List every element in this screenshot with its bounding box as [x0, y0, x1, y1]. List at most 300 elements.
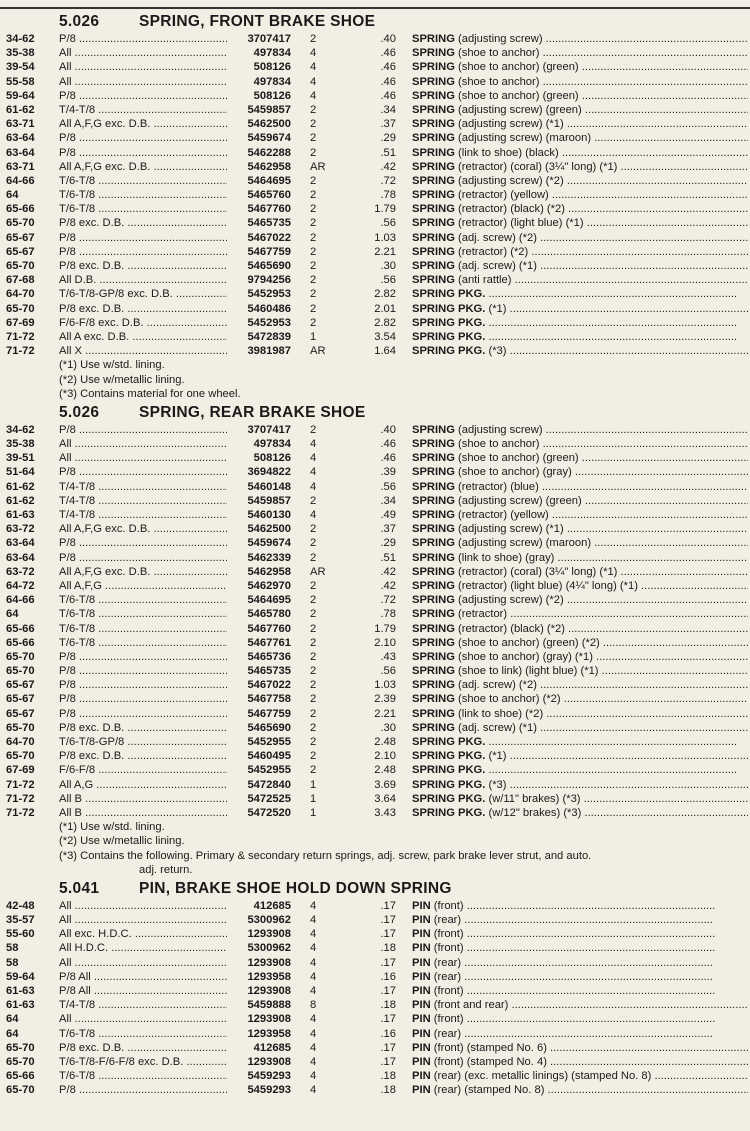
part-name: PIN	[412, 1041, 431, 1054]
part-number: 1293908	[247, 956, 291, 969]
section-title	[0, 11, 750, 32]
part-detail: (front) (stamped No. 4) .....	[434, 1056, 748, 1068]
application: T/4-T/8 .....	[59, 508, 227, 522]
part-detail: (retractor) (*2) .....	[458, 246, 748, 258]
year-range: 63-71	[6, 160, 35, 173]
part-number: 3707417	[247, 423, 291, 436]
quantity: 4	[310, 928, 317, 941]
table-row	[0, 1069, 750, 1083]
part-name: SPRING	[412, 118, 455, 131]
part-detail: (link to shoe) (black) .....	[458, 147, 748, 159]
application: T/6-T/8 .....	[59, 593, 227, 607]
application: All A,G .....	[59, 778, 227, 792]
price: .72	[380, 594, 396, 607]
part-detail: (shoe to anchor) .....	[458, 76, 748, 88]
quantity: 4	[310, 914, 317, 927]
quantity: 4	[310, 61, 317, 74]
part-name: SPRING	[412, 47, 455, 60]
year-range: 65-70	[6, 217, 35, 230]
table-row	[0, 174, 750, 188]
year-range: 71-72	[6, 778, 35, 791]
price: 2.82	[374, 288, 396, 301]
description	[412, 551, 748, 565]
part-name: SPRING PKG.	[412, 345, 486, 358]
part-detail: (adjusting screw) (*2) .....	[458, 594, 748, 606]
part-detail: (retractor) (black) (*2) .....	[458, 203, 748, 215]
part-detail	[488, 736, 737, 748]
description	[412, 131, 748, 145]
part-number: 5464695	[247, 174, 291, 187]
price: .17	[380, 928, 396, 941]
year-range: 63-64	[6, 132, 35, 145]
part-name: SPRING	[412, 707, 455, 720]
part-name: SPRING PKG.	[412, 806, 486, 819]
table-row	[0, 778, 750, 792]
description	[412, 103, 748, 117]
part-detail: (w/12" brakes) (*3) .....	[488, 807, 748, 819]
table-row	[0, 579, 750, 593]
part-detail	[488, 764, 737, 776]
year-range: 63-64	[6, 551, 35, 564]
part-name: SPRING	[412, 132, 455, 145]
year-range: 65-67	[6, 231, 35, 244]
part-detail: (front and rear) .....	[434, 999, 748, 1011]
part-detail: (rear) .....	[434, 1028, 713, 1040]
part-detail	[488, 317, 737, 329]
application: P/8 exc. D.B. .....	[59, 259, 227, 273]
year-range: 71-72	[6, 806, 35, 819]
description	[412, 636, 748, 650]
application: P/8 .....	[59, 146, 227, 160]
part-number: 5300962	[247, 914, 291, 927]
part-detail	[488, 288, 737, 300]
description	[412, 344, 748, 358]
part-detail: (adj. screw) (*2) .....	[458, 679, 748, 691]
part-name: SPRING	[412, 438, 455, 451]
table-row	[0, 664, 750, 678]
description	[412, 494, 748, 508]
price: .17	[380, 914, 396, 927]
description	[412, 664, 748, 678]
price: .34	[380, 103, 396, 116]
quantity: 2	[310, 217, 317, 230]
table-row	[0, 330, 750, 344]
price: .17	[380, 1055, 396, 1068]
description	[412, 1041, 748, 1055]
part-number: 5465760	[247, 189, 291, 202]
description	[412, 146, 748, 160]
year-range: 55-58	[6, 75, 35, 88]
catalog-section	[0, 11, 750, 401]
part-number: 5460130	[247, 509, 291, 521]
price: 2.21	[374, 707, 396, 720]
application: T/6-T/8-GP/8 .....	[59, 735, 227, 749]
year-range: 63-72	[6, 565, 35, 578]
part-name: SPRING	[412, 245, 455, 258]
part-name: SPRING PKG.	[412, 288, 486, 301]
quantity: 2	[310, 736, 317, 748]
table-row	[0, 984, 750, 998]
quantity: 2	[310, 302, 317, 315]
price: .46	[380, 47, 396, 60]
price: .29	[380, 132, 396, 145]
application: All .....	[59, 956, 227, 970]
quantity: 4	[310, 509, 317, 521]
part-number: 5465736	[247, 650, 291, 663]
table-row	[0, 316, 750, 330]
footnote: (*3) Contains material for one wheel.	[59, 387, 241, 400]
description	[412, 259, 748, 273]
price: .56	[380, 480, 396, 493]
quantity: 2	[310, 288, 317, 301]
quantity: 4	[310, 956, 317, 969]
application: P/8 .....	[59, 664, 227, 678]
description	[412, 46, 748, 60]
application: P/8 exc. D.B. .....	[59, 1041, 227, 1055]
price: 2.82	[374, 316, 396, 329]
part-detail: (shoe to anchor) (*2) .....	[458, 693, 748, 705]
year-range: 65-70	[6, 1055, 35, 1068]
part-number: 508126	[253, 61, 291, 74]
part-number: 5467759	[247, 707, 291, 720]
description	[412, 117, 748, 131]
year-range: 64	[6, 189, 19, 202]
table-row	[0, 287, 750, 301]
quantity: 4	[310, 970, 317, 983]
table-row	[0, 231, 750, 245]
application: All A,F,G .....	[59, 579, 227, 593]
quantity: 2	[310, 245, 317, 258]
year-range: 61-63	[6, 985, 35, 997]
part-name: PIN	[412, 956, 431, 969]
part-name: SPRING	[412, 274, 455, 287]
application: F/6-F/8 .....	[59, 763, 227, 777]
quantity: 2	[310, 636, 317, 649]
year-range: 63-64	[6, 537, 35, 550]
description	[412, 216, 748, 230]
year-range: 39-54	[6, 61, 35, 74]
application: All .....	[59, 46, 227, 60]
year-range: 65-66	[6, 203, 35, 216]
description	[412, 913, 748, 927]
price: .46	[380, 61, 396, 74]
part-name: SPRING	[412, 103, 455, 116]
quantity: 4	[310, 1013, 317, 1026]
part-detail: (adj. screw) (*1) .....	[458, 260, 748, 272]
year-range: 65-70	[6, 1041, 35, 1054]
price: 2.01	[374, 302, 396, 315]
part-name: SPRING	[412, 189, 455, 202]
table-row	[0, 89, 750, 103]
part-name: SPRING	[412, 423, 455, 436]
part-detail: (*1) .....	[488, 303, 748, 315]
application: All .....	[59, 913, 227, 927]
year-range: 64	[6, 1013, 19, 1026]
year-range: 59-64	[6, 970, 35, 983]
quantity: 2	[310, 721, 317, 734]
description	[412, 60, 748, 74]
part-number: 5462500	[247, 523, 291, 536]
application: All A exc. D.B. .....	[59, 330, 227, 344]
quantity: 4	[310, 75, 317, 88]
quantity: 2	[310, 146, 317, 159]
table-row	[0, 480, 750, 494]
part-name: PIN	[412, 1084, 431, 1097]
quantity: 2	[310, 316, 317, 329]
application: P/8 .....	[59, 32, 227, 46]
part-name: SPRING	[412, 650, 455, 663]
part-name: SPRING	[412, 33, 455, 45]
description	[412, 749, 748, 763]
part-name: SPRING	[412, 494, 455, 507]
part-number: 5462958	[247, 160, 291, 173]
part-name: SPRING PKG.	[412, 330, 486, 343]
part-name: PIN	[412, 942, 431, 955]
application: All A,F,G exc. D.B. .....	[59, 522, 227, 536]
part-number: 5464695	[247, 594, 291, 607]
price: 3.64	[374, 792, 396, 805]
year-range: 58	[6, 956, 19, 969]
description	[412, 692, 748, 706]
year-range: 51-64	[6, 466, 35, 479]
price: .51	[380, 551, 396, 564]
quantity: 8	[310, 999, 317, 1012]
part-number: 508126	[253, 452, 291, 465]
part-number: 5472520	[247, 806, 291, 819]
part-number: 5465690	[247, 260, 291, 272]
quantity: 4	[310, 452, 317, 465]
application: All .....	[59, 75, 227, 89]
table-row	[0, 273, 750, 287]
part-name: SPRING	[412, 174, 455, 187]
part-name: SPRING	[412, 160, 455, 173]
part-detail: (retractor) (coral) (3¼" long) (*1) .....	[458, 566, 748, 578]
table-row	[0, 763, 750, 777]
table-row	[0, 956, 750, 970]
application: T/6-T/8-F/6-F/8 exc. D.B. .....	[59, 1055, 227, 1069]
price: .37	[380, 118, 396, 131]
table-row	[0, 188, 750, 202]
part-detail: (adjusting screw) (maroon) .....	[458, 132, 748, 144]
quantity: 2	[310, 274, 317, 287]
part-name: SPRING	[412, 480, 455, 493]
year-range: 65-66	[6, 1070, 35, 1083]
part-detail: (front) .....	[434, 985, 716, 997]
part-name: PIN	[412, 1055, 431, 1068]
quantity: 2	[310, 579, 317, 592]
year-range: 35-38	[6, 438, 35, 451]
price: 2.39	[374, 693, 396, 706]
price: .40	[380, 33, 396, 45]
quantity: 4	[310, 899, 317, 912]
part-detail: (*3) .....	[488, 779, 748, 791]
application: All A,F,G exc. D.B. .....	[59, 117, 227, 131]
application: P/8 .....	[59, 536, 227, 550]
price: 2.10	[374, 750, 396, 763]
application: T/6-T/8 .....	[59, 1069, 227, 1083]
table-row	[0, 216, 750, 230]
price: .78	[380, 608, 396, 621]
part-detail: (adjusting screw) (*1) .....	[458, 118, 748, 130]
description	[412, 941, 748, 955]
price: .18	[380, 942, 396, 955]
section-title	[0, 878, 750, 899]
year-range: 58	[6, 942, 19, 955]
part-detail: (anti rattle) .....	[458, 274, 748, 286]
description	[412, 650, 748, 664]
table-row	[0, 160, 750, 174]
description	[412, 245, 748, 259]
price: 1.64	[374, 345, 396, 358]
part-detail: (rear) (stamped No. 8) .....	[434, 1084, 748, 1096]
table-row	[0, 1027, 750, 1041]
year-range: 42-48	[6, 899, 35, 912]
section-number: 5.026	[59, 13, 100, 30]
part-detail: (shoe to anchor) (green) .....	[458, 61, 748, 73]
application: T/4-T/8 .....	[59, 103, 227, 117]
description	[412, 302, 748, 316]
part-detail: (adjusting screw) (green) .....	[458, 495, 748, 507]
part-detail: (shoe to anchor) (green) .....	[458, 452, 748, 464]
price: .46	[380, 89, 396, 102]
year-range: 55-60	[6, 928, 35, 941]
application: All .....	[59, 899, 227, 913]
part-detail	[488, 331, 737, 343]
part-detail: (*3) .....	[488, 345, 748, 357]
part-number: 5462500	[247, 118, 291, 131]
description	[412, 174, 748, 188]
part-number: 5459674	[247, 537, 291, 550]
year-range: 35-38	[6, 47, 35, 60]
table-row	[0, 792, 750, 806]
table-row	[0, 423, 750, 437]
table-row	[0, 721, 750, 735]
application: T/4-T/8 .....	[59, 494, 227, 508]
year-range: 65-66	[6, 636, 35, 649]
description	[412, 32, 748, 46]
description	[412, 806, 748, 820]
application: P/8 .....	[59, 551, 227, 565]
part-name: SPRING	[412, 466, 455, 479]
part-name: PIN	[412, 985, 431, 997]
year-range: 64	[6, 1027, 19, 1040]
description	[412, 565, 748, 579]
price: .72	[380, 174, 396, 187]
part-detail: (retractor) (coral) (3¼" long) (*1) .....	[458, 161, 748, 173]
application: T/6-T/8 .....	[59, 636, 227, 650]
application: All .....	[59, 451, 227, 465]
part-name: SPRING	[412, 61, 455, 74]
table-row	[0, 941, 750, 955]
footnote: (*2) Use w/metallic lining.	[59, 373, 185, 386]
part-detail: (adjusting screw) (*1) .....	[458, 523, 748, 535]
part-detail: (rear) .....	[434, 971, 713, 983]
part-name: SPRING	[412, 608, 455, 621]
quantity: 4	[310, 985, 317, 997]
table-row	[0, 650, 750, 664]
section-title	[0, 402, 750, 423]
part-name: SPRING	[412, 665, 455, 678]
description	[412, 437, 748, 451]
year-range: 59-64	[6, 89, 35, 102]
year-range: 34-62	[6, 423, 35, 436]
part-name: PIN	[412, 914, 431, 927]
quantity: 2	[310, 523, 317, 536]
table-row	[0, 1041, 750, 1055]
table-row	[0, 1055, 750, 1069]
quantity: 2	[310, 260, 317, 272]
footnote: (*2) Use w/metallic lining.	[59, 835, 185, 848]
part-number: 5452953	[247, 316, 291, 329]
description	[412, 160, 748, 174]
part-number: 5467760	[247, 622, 291, 635]
part-number: 1293908	[247, 928, 291, 941]
part-number: 1293958	[247, 1027, 291, 1040]
part-detail: (adjusting screw) (maroon) .....	[458, 537, 748, 549]
application: P/8 .....	[59, 231, 227, 245]
description	[412, 330, 748, 344]
part-number: 5459293	[247, 1070, 291, 1083]
table-row	[0, 465, 750, 479]
application: T/6-T/8 .....	[59, 622, 227, 636]
quantity: 2	[310, 650, 317, 663]
part-detail: (shoe to anchor) (gray) (*1) .....	[458, 651, 748, 663]
application: P/8 .....	[59, 692, 227, 706]
part-detail: (retractor) .....	[458, 608, 748, 620]
part-name: PIN	[412, 928, 431, 941]
quantity: AR	[310, 345, 326, 358]
table-row	[0, 451, 750, 465]
year-range: 64	[6, 608, 19, 621]
part-detail: (*1) .....	[488, 750, 748, 762]
description	[412, 899, 748, 913]
price: .42	[380, 565, 396, 578]
year-range: 71-72	[6, 345, 35, 358]
table-row	[0, 202, 750, 216]
section-heading: SPRING, REAR BRAKE SHOE	[139, 403, 366, 421]
application: All B .....	[59, 792, 227, 806]
year-range: 61-63	[6, 509, 35, 521]
footnote: adj. return.	[139, 863, 193, 876]
description	[412, 607, 748, 621]
quantity: 2	[310, 103, 317, 116]
price: .30	[380, 260, 396, 272]
price: 2.48	[374, 764, 396, 777]
year-range: 65-67	[6, 693, 35, 706]
year-range: 65-67	[6, 679, 35, 692]
part-name: SPRING	[412, 75, 455, 88]
year-range: 64-66	[6, 594, 35, 607]
table-row	[0, 1083, 750, 1097]
part-detail: (rear) .....	[434, 957, 713, 969]
year-range: 64-72	[6, 579, 35, 592]
quantity: 2	[310, 608, 317, 621]
table-row	[0, 302, 750, 316]
price: .46	[380, 75, 396, 88]
description	[412, 579, 748, 593]
quantity: 2	[310, 594, 317, 607]
table-row	[0, 927, 750, 941]
catalog-section	[0, 402, 750, 877]
description	[412, 678, 748, 692]
table-row	[0, 117, 750, 131]
part-detail: (retractor) (light blue) (4¼" long) (*1) .....	[458, 580, 748, 592]
part-name: SPRING	[412, 89, 455, 102]
quantity: 4	[310, 480, 317, 493]
part-name: SPRING	[412, 693, 455, 706]
description	[412, 273, 748, 287]
price: 1.03	[374, 231, 396, 244]
